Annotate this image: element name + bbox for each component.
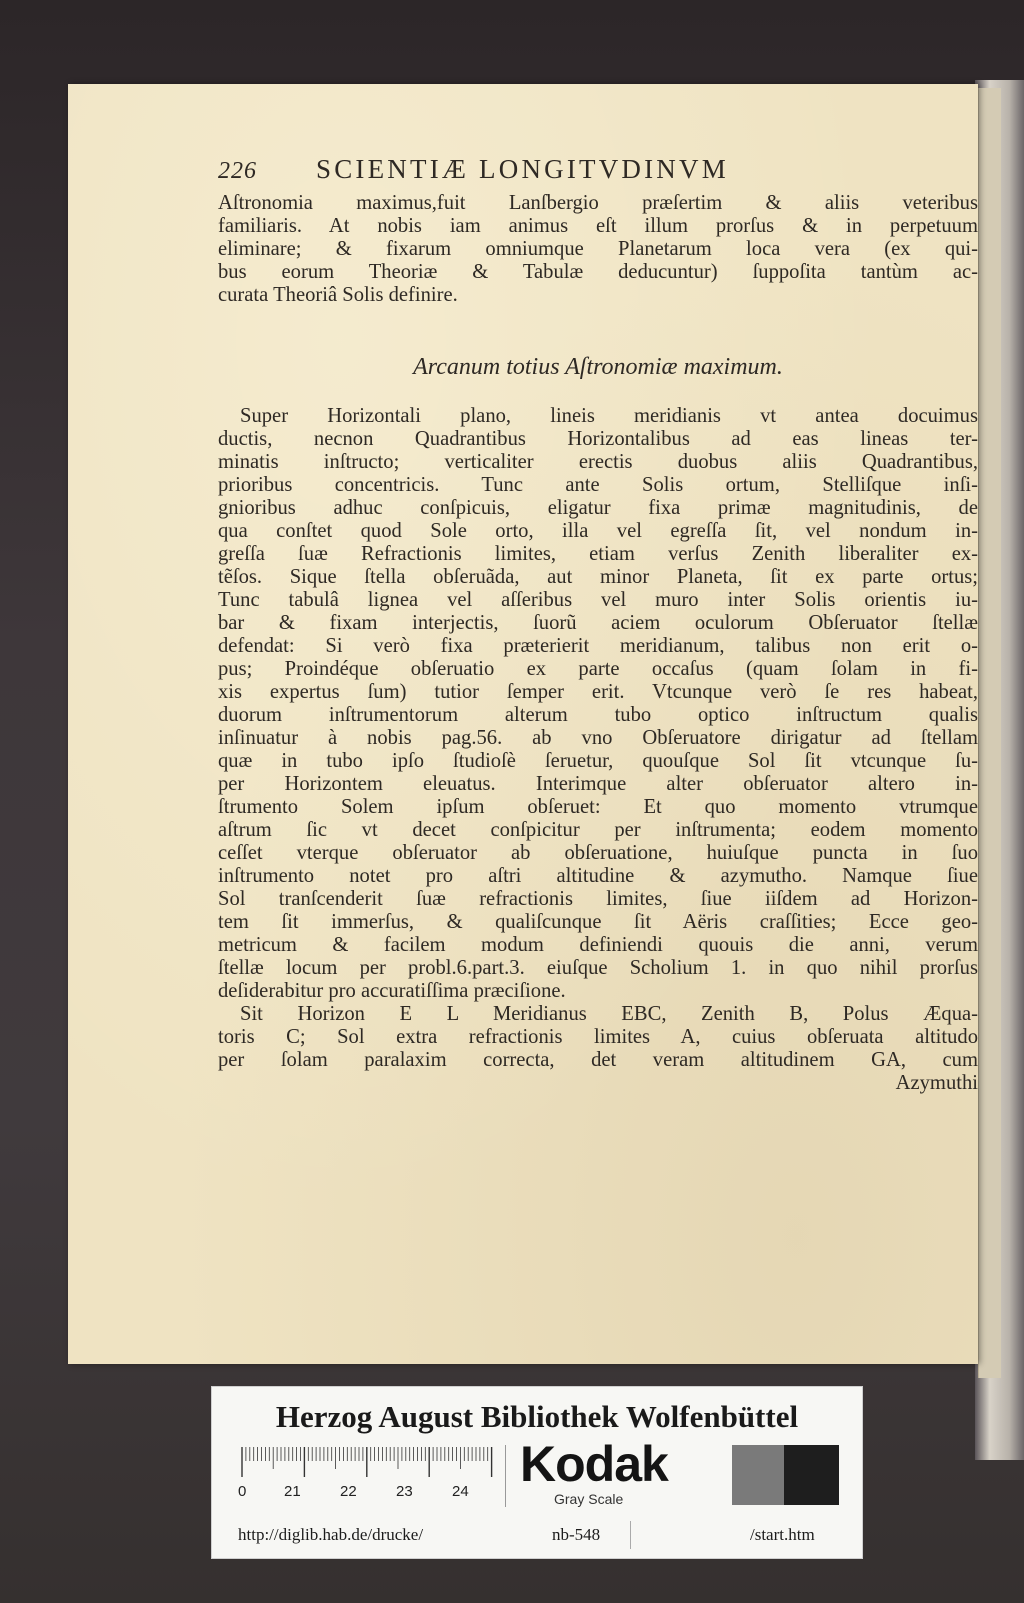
gray-swatch: [732, 1445, 784, 1505]
text-line: gnioribus adhuc conſpicuis, eligatur fixa primæ magnitudinis, de: [218, 497, 978, 519]
black-swatch: [784, 1445, 839, 1505]
page-number: 226: [218, 158, 257, 184]
text-line: duorum inſtrumentorum alterum tubo optico inſtructum qualis: [218, 704, 978, 726]
text-line: Sol tranſcenderit ſuæ refractionis limites, ſiue iiſdem ad Horizon-: [218, 888, 978, 910]
text-line: deſiderabitur pro accuratiſſima præciſione.: [218, 980, 566, 1002]
text-line: curata Theoriâ Solis definire.: [218, 284, 458, 306]
text-line: ductis, necnon Quadrantibus Horizontalibus ad eas lineas ter-: [218, 428, 978, 450]
card-divider: [505, 1445, 506, 1507]
text-line: minatis inſtructo; verticaliter erectis duobus aliis Quadrantibus,: [218, 451, 978, 473]
text-line: defendat: Si verò fixa præterierit meridianum, talibus non erit o-: [218, 635, 978, 657]
text-line: eliminare; & fixarum omniumque Planetarum loca vera (ex qui-: [218, 238, 978, 260]
card-separator: [630, 1521, 631, 1549]
catchword: Azymuthi: [895, 1072, 978, 1094]
text-line: greſſa ſuæ Refractionis limites, etiam verſus Zenith liberaliter ex-: [218, 543, 978, 565]
text-line: toris C; Sol extra refractionis limites A, cuius obſeruata altitudo: [218, 1026, 978, 1048]
text-line: Super Horizontali plano, lineis meridianis vt antea docuimus: [240, 405, 978, 427]
text-line: ſtrumento Solem ipſum obſeruet: Et quo momento vtrumque: [218, 796, 978, 818]
book-page: [68, 84, 978, 1364]
paragraph-2: [218, 405, 978, 1003]
library-url: http://diglib.hab.de/drucke/: [238, 1525, 424, 1544]
ruler-scale: [238, 1445, 496, 1477]
catchword-block: [218, 1072, 978, 1095]
text-line: bar & fixam interjectis, ſuorũ aciem oculorum Obſeruator ſtellæ: [218, 612, 978, 634]
ruler-label: 0: [238, 1483, 247, 1500]
ruler-label: 21: [284, 1483, 301, 1500]
ruler-labels: [234, 1483, 504, 1503]
start-path: /start.htm: [750, 1525, 815, 1544]
text-line: per ſolam paralaxim correcta, det veram altitudinem GA, cum: [218, 1049, 978, 1071]
text-line: per Horizontem eleuatus. Interimque alter obſeruator altero in-: [218, 773, 978, 795]
ruler-label: 24: [452, 1483, 469, 1500]
text-line: familiaris. At nobis iam animus eſt illum prorſus & in perpetuum: [218, 215, 978, 237]
text-line: bus eorum Theoriæ & Tabulæ deducuntur) ſuppoſita tantùm ac-: [218, 261, 978, 283]
kodak-logo: Kodak: [520, 1436, 668, 1492]
text-line: pus; Proindéque obſeruatio ex parte occaſus (quam ſolam in fi-: [218, 658, 978, 680]
text-line: aſtrum ſic vt decet conſpicitur per inſtrumenta; eodem momento: [218, 819, 978, 841]
paragraph-3: [218, 1003, 978, 1072]
section-heading: Arcanum totius Aſtronomiæ maximum.: [413, 354, 783, 380]
text-line: ceſſet vterque obſeruator ab obſeruatione, huiuſque puncta in ſuo: [218, 842, 978, 864]
ruler-label: 23: [396, 1483, 413, 1500]
text-line: xis expertus ſum) tutior ſemper erit. Vtcunque verò ſe res habeat,: [218, 681, 978, 703]
facing-page-edge: [978, 88, 1001, 1378]
text-line: inſtrumento notet pro aſtri altitudine & azymutho. Namque ſiue: [218, 865, 978, 887]
text-line: Tunc tabulâ lignea vel aſſeribus vel muro inter Solis orientis iu-: [218, 589, 978, 611]
shelfmark: nb-548: [552, 1525, 601, 1544]
text-line: prioribus concentricis. Tunc ante Solis ortum, Stelliſque inſi-: [218, 474, 978, 496]
running-head: [218, 154, 978, 194]
text-line: qua conſtet quod Sole orto, illa vel egreſſa ſit, vel nondum in-: [218, 520, 978, 542]
text-line: tem ſit immerſus, & qualiſcunque ſit Aëris craſſities; Ecce geo-: [218, 911, 978, 933]
text-line: inſinuatur à nobis pag.56. ab vno Obſeruatore dirigatur ad ſtellam: [218, 727, 978, 749]
ruler-label: 22: [340, 1483, 357, 1500]
gray-scale-label: Gray Scale: [554, 1491, 624, 1507]
text-line: ſtellæ locum per probl.6.part.3. eiuſque Scholium 1. in quo nihil prorſus: [218, 957, 978, 979]
text-line: Sit Horizon E L Meridianus EBC, Zenith B, Polus Æqua-: [240, 1003, 978, 1025]
text-line: Aſtronomia maximus,fuit Lanſbergio præſertim & aliis veteribus: [218, 192, 978, 214]
card-title: Herzog August Bibliothek Wolfenbüttel: [275, 1399, 799, 1434]
text-line: quæ in tubo ipſo ſtudioſè ſeruetur, quouſque Sol ſit vtcunque ſu-: [218, 750, 978, 772]
color-calibration-card: [211, 1386, 863, 1559]
text-line: metricum & facilem modum definiendi quouis die anni, verum: [218, 934, 978, 956]
text-line: tẽſos. Sique ſtella obſeruãda, aut minor Planeta, ſit ex parte ortus;: [218, 566, 978, 588]
running-head-title: SCIENTIÆ LONGITVDINVM: [316, 154, 729, 184]
paragraph-1: [218, 192, 978, 307]
